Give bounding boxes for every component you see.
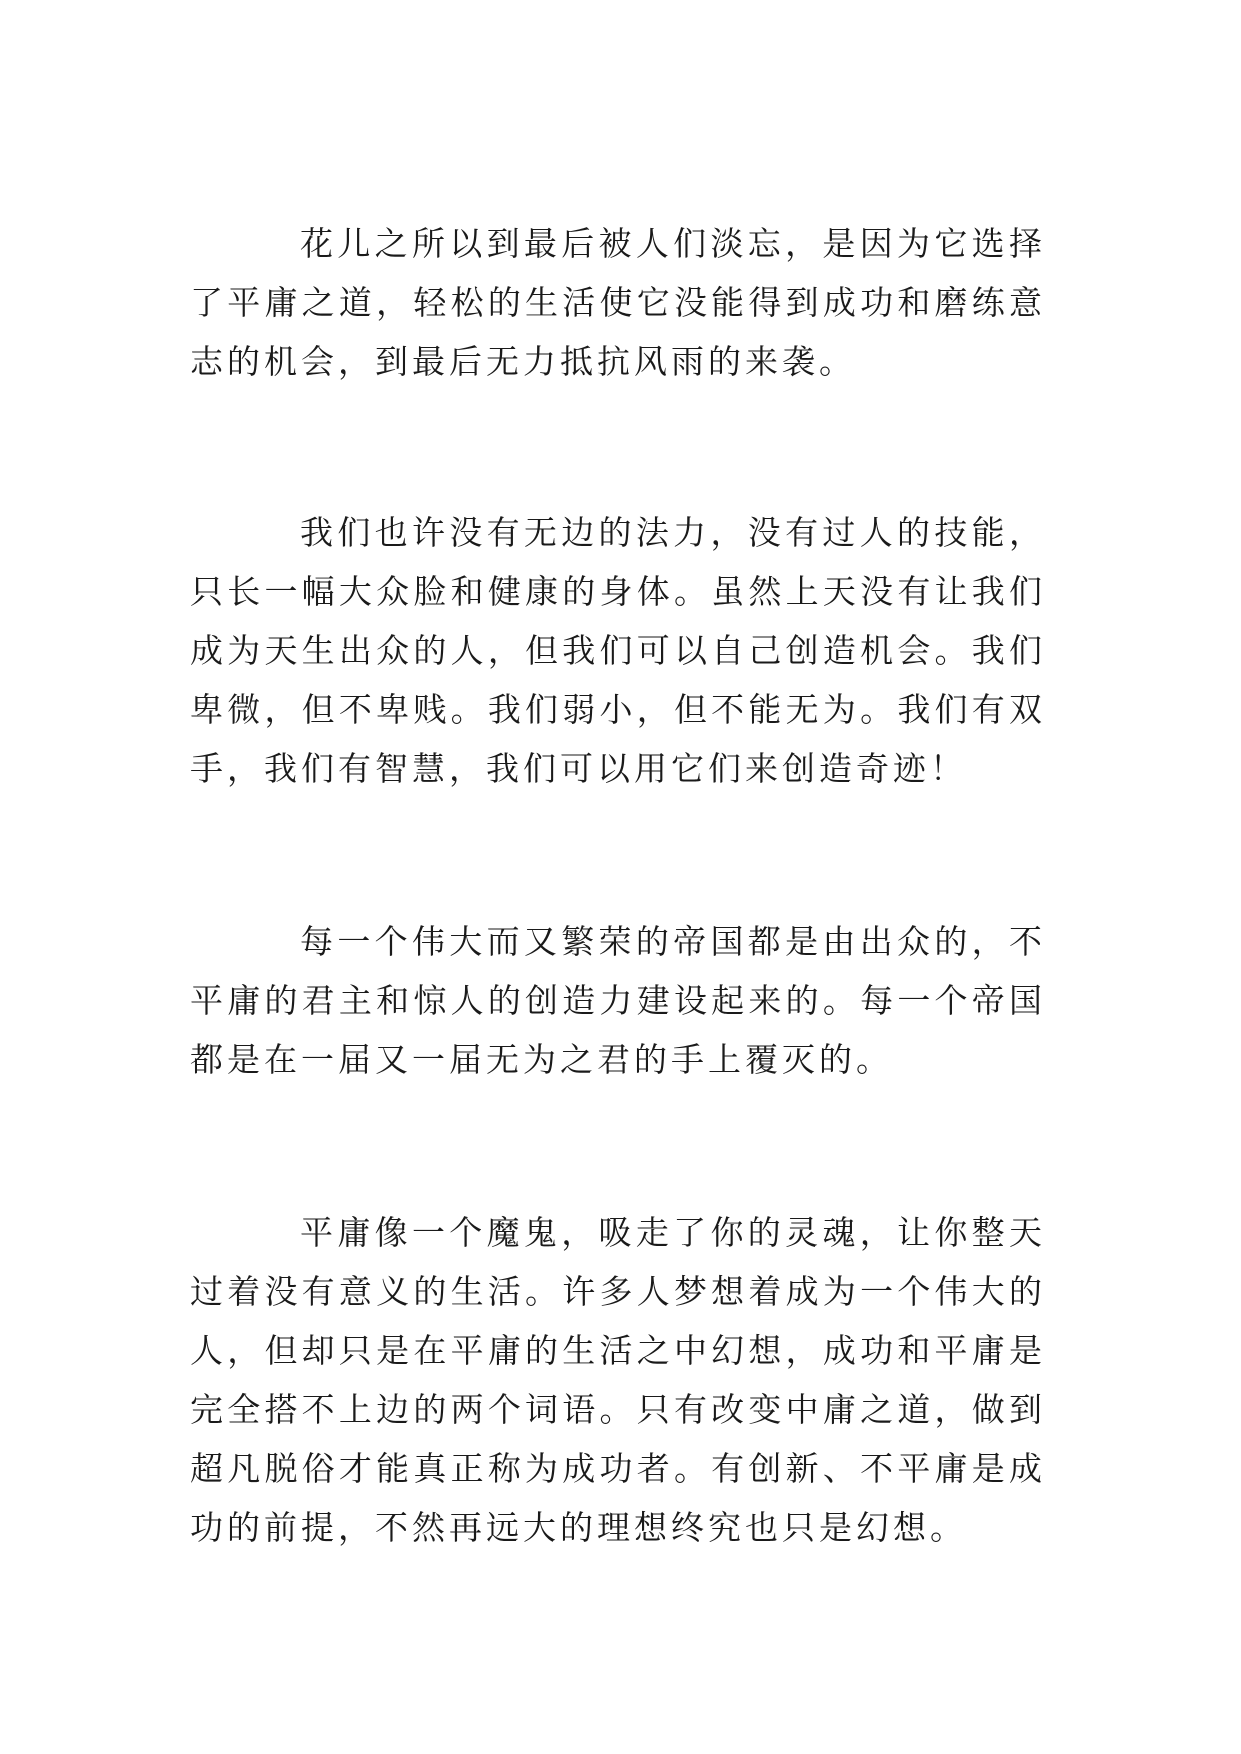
paragraph-4: 平庸像一个魔鬼，吸走了你的灵魂，让你整天过着没有意义的生活。许多人梦想着成为一个伟大的人，但却只是在平庸的生活之中幻想，成功和平庸是完全搭不上边的两个词语。只有改变中庸之道，做到超凡脱俗才能真正称为成功者。有创新、不平庸是成功的前提，不然再远大的理想终究也只是幻想。 [190, 1213, 1046, 1547]
paragraph-3: 每一个伟大而又繁荣的帝国都是由出众的，不平庸的君主和惊人的创造力建设起来的。每一个帝国都是在一届又一届无为之君的手上覆灭的。 [190, 922, 1046, 1079]
paragraph-1: 花儿之所以到最后被人们淡忘，是因为它选择了平庸之道，轻松的生活使它没能得到成功和磨练意志的机会，到最后无力抵抗风雨的来袭。 [190, 224, 1046, 381]
paragraph-2: 我们也许没有无边的法力，没有过人的技能，只长一幅大众脸和健康的身体。虽然上天没有让我们成为天生出众的人，但我们可以自己创造机会。我们卑微，但不卑贱。我们弱小，但不能无为。我们有双手，我们有智慧，我们可以用它们来创造奇迹！ [190, 513, 1046, 788]
